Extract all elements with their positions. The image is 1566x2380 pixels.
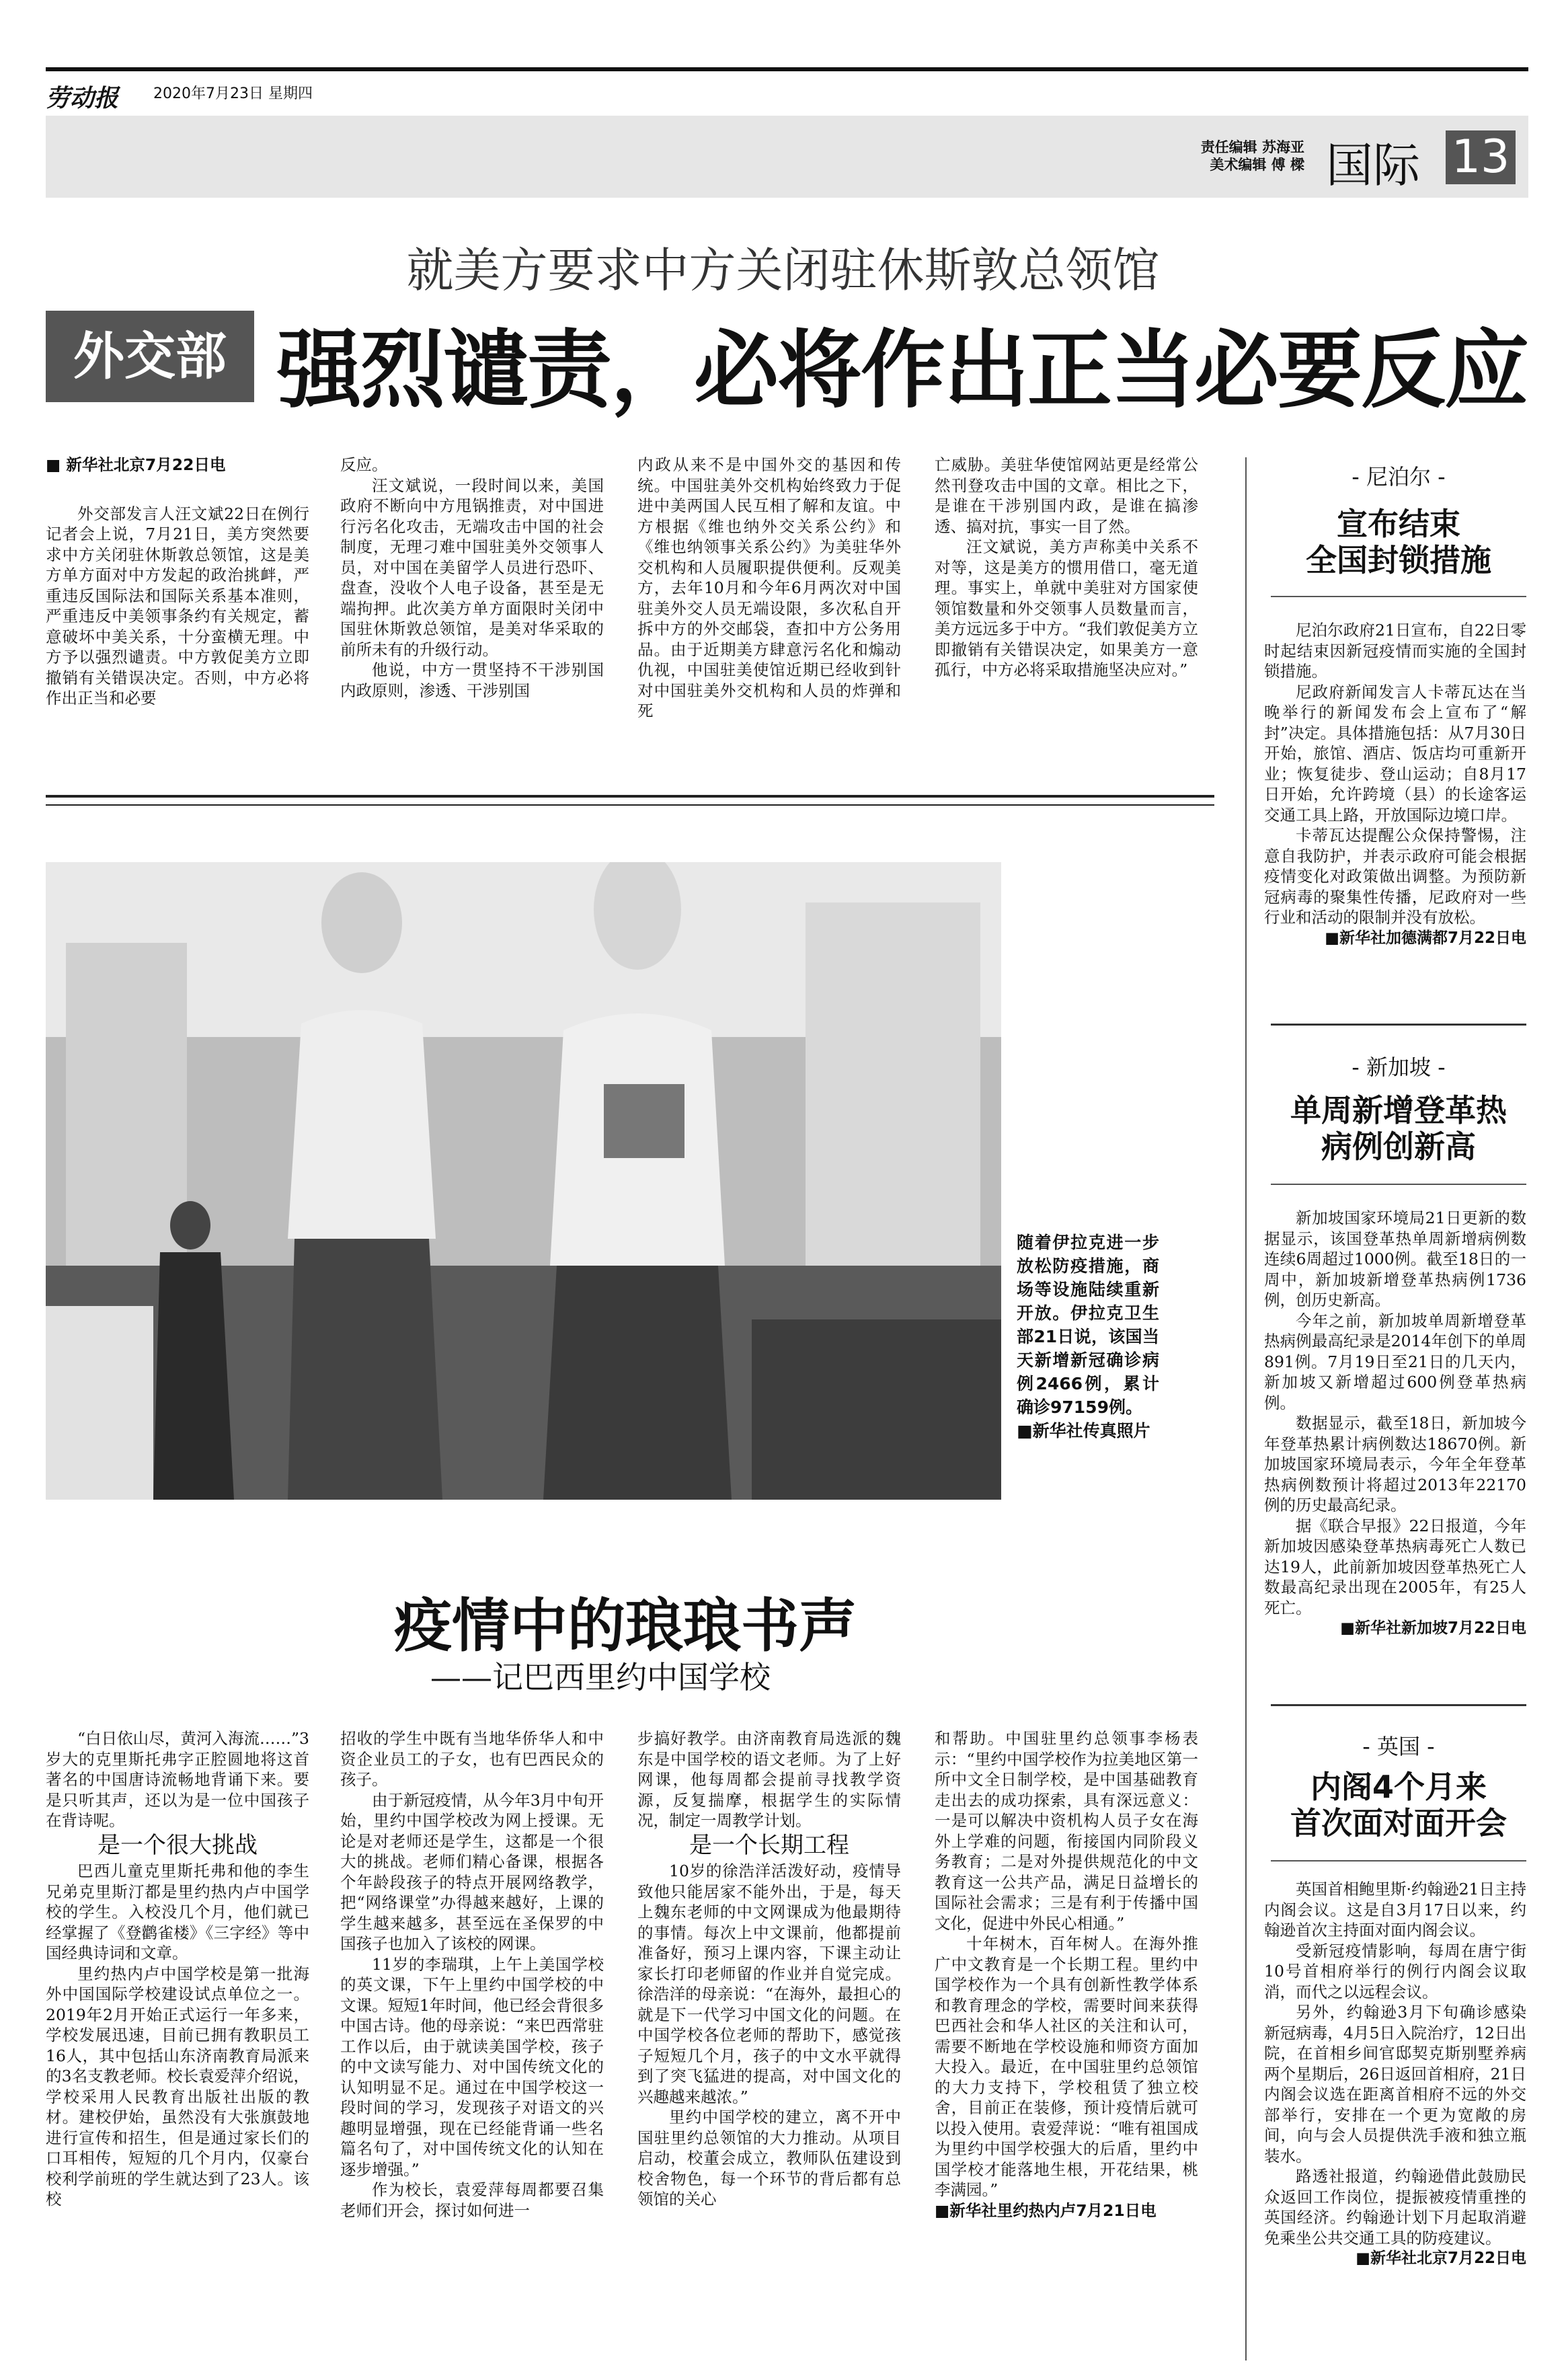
- lead-column-1: [46, 455, 309, 709]
- section-name: 国际: [1326, 138, 1420, 193]
- feature-signoff: ■新华社里约热内卢7月21日电: [935, 2200, 1157, 2220]
- paragraph: 他说，中方一贯坚持不干涉别国内政原则，渗透、干涉别国: [340, 660, 604, 700]
- feature-column-2: [340, 1728, 604, 2221]
- paragraph: 十年树木，百年树人。在海外推广中文教育是一个长期工程。里约中国学校作为一个具有创新性教学体系和教育理念的学校，需要时间来获得巴西社会和华人社区的关注和认可，需要不断地在学校设施和师资方面加大投入。最近，在中国驻里约总领馆的大力支持下，学校租赁了独立校舍，目前正在装修，预计疫情后就可以投入使用。袁爱萍说：“唯有祖国成为里约中国学校强大的后盾，里约中国学校才能落地生根，开花结果，桃李满园。”: [935, 1934, 1198, 2199]
- paragraph: 步搞好教学。由济南教育局选派的魏东是中国学校的语文老师。为了上好网课，他每周都会提前寻找教学资源，反复揣摩，根据学生的实际情况，制定一周教学计划。: [637, 1729, 901, 1830]
- dateline: ■新华社加德满都7月22日电: [1325, 929, 1526, 947]
- art-editor-line: 美术编辑 傅 樑: [1210, 157, 1304, 173]
- title-line: 单周新增登革热: [1290, 1092, 1507, 1128]
- divider: [1271, 1184, 1526, 1185]
- title-line: 病例创新高: [1321, 1128, 1476, 1165]
- sidebar-title-nepal: [1271, 506, 1526, 578]
- paragraph: 10岁的徐浩洋活泼好动，疫情导致他只能居家不能外出，于是，每天上魏东老师的中文网课成为他最期待的事情。每次上中文课前，他都提前准备好，预习上课内容，下课主动让家长打印老师留的作业并自觉完成。徐浩洋的母亲说：“在海外，最担心的就是下一代学习中国文化的问题。在中国学校各位老师的帮助下，感觉孩子短短几个月，孩子的中文水平就得到了突飞猛进的提高，对中国文化的兴趣越来越浓。”: [637, 1861, 901, 2106]
- paragraph: “白日依山尽，黄河入海流……”3岁大的克里斯托弗字正腔圆地将这首著名的中国唐诗流畅地背诵下来。要是只听其声，还以为是一位中国孩子在背诗呢。: [46, 1729, 309, 1830]
- paragraph: 数据显示，截至18日，新加坡今年登革热累计病例数达18670例。新加坡国家环境局表示，今年全年登革热病例数预计将超过2013年22170例的历史最高纪录。: [1264, 1414, 1526, 1514]
- paragraph: 另外，约翰逊3月下旬确诊感染新冠病毒，4月5日入院治疗，12日出院，在首相乡间官邸契克斯别墅养病两个星期后，26日返回首相府，21日内阁会议选在距离首相府不远的外交部举行，安排在一个更为宽敞的房间，向与会人员提供洗手液和独立瓶装水。: [1264, 2003, 1526, 2165]
- sidebar-tag-uk: - 英国 -: [1362, 1734, 1435, 1759]
- sidebar-title-singapore: [1271, 1092, 1526, 1165]
- sidebar-body-uk: [1264, 1879, 1526, 2269]
- top-rule: [46, 67, 1528, 71]
- lead-byline: ■ 新华社北京7月22日电: [46, 455, 226, 474]
- sidebar-title-uk: [1271, 1769, 1526, 1841]
- feature-subhead: 是一个很大挑战: [97, 1831, 258, 1859]
- feature-column-1: [46, 1728, 309, 2210]
- paragraph: 卡蒂瓦达提醒公众保持警惕，注意自我防护，并表示政府可能会根据疫情变化对政策做出调整。为预防新冠病毒的聚集性传播，尼政府对一些行业和活动的限制并没有放松。: [1264, 826, 1526, 927]
- paragraph: 尼政府新闻发言人卡蒂瓦达在当晚举行的新闻发布会上宣布了“解封”决定。具体措施包括：从7月30日开始，旅馆、酒店、饭店均可重新开业；恢复徒步、登山运动；自8月17日开始，允许跨境（县）的长途客运交通工具上路，开放国际边境口岸。: [1264, 682, 1526, 824]
- paragraph: 由于新冠疫情，从今年3月中旬开始，里约中国学校改为网上授课。无论是对老师还是学生，这都是一个很大的挑战。老师们精心备课，根据各个年龄段孩子的特点开展网络教学，把“网络课堂”办得越来越好，上课的学生越来越多，甚至远在圣保罗的中国孩子也加入了该校的网课。: [340, 1790, 604, 1953]
- lead-headline: 强烈谴责，必将作出正当必要反应: [277, 321, 1528, 420]
- caption-text: 随着伊拉克进一步放松防疫措施，商场等设施陆续重新开放。伊拉克卫生部21日说，该国当天新增新冠确诊病例2466例，累计确诊97159例。: [1017, 1233, 1159, 1417]
- lead-kicker: 就美方要求中方关闭驻休斯敦总领馆: [406, 243, 1160, 298]
- lead-column-3: [637, 455, 901, 722]
- paragraph: 新加坡国家环境局21日更新的数据显示，该国登革热单周新增病例数连续6周超过1000例。截至18日的一周中，新加坡新增登革热病例1736例，创历史新高。: [1264, 1208, 1526, 1309]
- feature-column-3: [637, 1728, 901, 2210]
- divider: [1271, 1860, 1526, 1861]
- editor-line: 责任编辑 苏海亚: [1200, 139, 1304, 155]
- sidebar-body-nepal: [1264, 620, 1526, 948]
- title-line: 首次面对面开会: [1290, 1805, 1507, 1841]
- editor-credits: [1170, 139, 1304, 174]
- lead-column-4: [935, 455, 1198, 681]
- paragraph: 汪文斌说，一段时间以来，美国政府不断向中方甩锅推责，对中国进行污名化攻击，无端攻击中国的社会制度，无理刁难中国驻美外交领事人员，对中国在美留学人员进行恐吓、盘查，没收个人电子设备，甚至是无端拘押。此次美方单方面限时关闭中国驻休斯敦总领馆，是美对华采取的前所未有的升级行动。: [340, 475, 604, 659]
- lead-column-2: [340, 455, 604, 701]
- paragraph: 汪文斌说，美方声称美中关系不对等，这是美方的惯用借口，毫无道理。事实上，单就中美驻对方国家使领馆数量和外交领事人员数量而言，美方远远多于中方。“我们敦促美方立即撤销有关错误决定，如果美方一意孤行，中方必将采取措施坚决应对。”: [935, 537, 1198, 679]
- sidebar-tag-singapore: - 新加坡 -: [1352, 1054, 1446, 1080]
- newspaper-logo: 劳动报: [46, 84, 119, 112]
- feature-subhead: 是一个长期工程: [689, 1831, 849, 1859]
- title-line: 内阁4个月来: [1310, 1769, 1487, 1805]
- paragraph: 今年之前，新加坡单周新增登革热病例最高纪录是2014年创下的单周891例。7月19日至21日的几天内，新加坡又新增超过600例登革热病例。: [1264, 1311, 1526, 1412]
- dateline: ■新华社新加坡7月22日电: [1340, 1619, 1526, 1637]
- paragraph: 巴西儿童克里斯托弗和他的李生兄弟克里斯汀都是里约热内卢中国学校的学生。入校没几个月，他们就已经掌握了《登鹳雀楼》《三字经》等中国经典诗词和文章。: [46, 1861, 309, 1962]
- paragraph: 英国首相鲍里斯·约翰逊21日主持内阁会议。这是自3月17日以来，约翰逊首次主持面对面内阁会议。: [1264, 1880, 1526, 1940]
- photo-caption: [1017, 1231, 1159, 1443]
- paragraph: 和帮助。中国驻里约总领事李杨表示：“里约中国学校作为拉美地区第一所中文全日制学校，是中国基础教育走出去的成功探索，具有深远意义：一是可以解决中资机构人员子女在海外上学难的问题，衔接国内同阶段义务教育；二是对外提供规范化的中文教育这一公共产品，满足日益增长的国际社会需求；三是有利于传播中国文化，促进中外民心相通。”: [935, 1729, 1198, 1933]
- feature-title: 疫情中的琅琅书声: [394, 1592, 857, 1660]
- paragraph: 作为校长，袁爱萍每周都要召集老师们开会，探讨如何进一: [340, 2180, 604, 2220]
- header-band: [46, 116, 1528, 198]
- divider: [1271, 596, 1526, 597]
- photo-credit: ■新华社传真照片: [1017, 1421, 1150, 1441]
- mall-mannequin-photo: [46, 862, 1001, 1500]
- paragraph: 招收的学生中既有当地华侨华人和中资企业员工的子女，也有巴西民众的孩子。: [340, 1729, 604, 1789]
- feature-column-4: [935, 1728, 1198, 2221]
- paragraph: 里约中国学校的建立，离不开中国驻里约总领馆的大力推动。从项目启动，校董会成立，教师队伍建设到校舍物色，每一个环节的背后都有总领馆的关心: [637, 2108, 901, 2209]
- paragraph: 路透社报道，约翰逊借此鼓励民众返回工作岗位，提振被疫情重挫的英国经济。约翰逊计划下月起取消避免乘坐公共交通工具的防疫建议。: [1264, 2167, 1526, 2248]
- paragraph: 据《联合早报》22日报道，今年新加坡因感染登革热病毒死亡人数已达19人，此前新加坡因登革热死亡人数最高纪录出现在2005年，有25人死亡。: [1264, 1516, 1526, 1617]
- sidebar-body-singapore: [1264, 1208, 1526, 1639]
- paragraph: 尼泊尔政府21日宣布，自22日零时起结束因新冠疫情而实施的全国封锁措施。: [1264, 621, 1526, 681]
- sidebar-divider: [1245, 457, 1247, 2360]
- divider: [1271, 1704, 1526, 1706]
- paragraph: 受新冠疫情影响，每周在唐宁街10号首相府举行的例行内阁会议取消，而代之以远程会议。: [1264, 1941, 1526, 2001]
- paragraph: 亡威胁。美驻华使馆网站更是经常公然刊登攻击中国的文章。相比之下，是谁在干涉别国内政，是谁在搞渗透、搞对抗，事实一目了然。: [935, 455, 1198, 536]
- paragraph: 外交部发言人汪文斌22日在例行记者会上说，7月21日，美方突然要求中方关闭驻休斯敦总领馆，这是美方单方面对中方发起的政治挑衅，严重违反国际法和国际关系基本准则，严重违反中美领事条约有关规定，蓄意破坏中美关系，十分蛮横无理。中方予以强烈谴责。中方敦促美方立即撤销有关错误决定。否则，中方必将作出正当和必要: [46, 504, 309, 707]
- paragraph: 里约热内卢中国学校是第一批海外中国国际学校建设试点单位之一。2019年2月开始正式运行一年多来，学校发展迅速，目前已拥有教职员工16人，其中包括山东济南教育局派来的3名支教老师。校长袁爱萍介绍说，学校采用人民教育出版社出版的教材。建校伊始，虽然没有大张旗鼓地进行宣传和招生，但是通过家长们的口耳相传，短短的几个月内，仅豪台校利学前班的学生就达到了23人。该校: [46, 1964, 309, 2209]
- section-divider: [46, 795, 1214, 806]
- news-photo: [46, 862, 1001, 1500]
- title-line: 宣布结束: [1337, 506, 1460, 542]
- paragraph: 内政从来不是中国外交的基因和传统。中国驻美外交机构始终致力于促进中美两国人民互相了解和友谊。中方根据《维也纳外交关系公约》和《维也纳领事关系公约》为美驻华外交机构和人员履职提供便利。反观美方，去年10月和今年6月两次对中国驻美外交人员无端设限，多次私自开拆中方的外交邮袋，查扣中方公务用品。由于近期美方肆意污名化和煽动仇视，中国驻美使馆近期已经收到针对中国驻美外交机构和人员的炸弹和死: [637, 455, 901, 720]
- paragraph: 反应。: [340, 455, 388, 474]
- paragraph: 11岁的李瑞琪，上午上美国学校的英文课，下午上里约中国学校的中文课。短短1年时间，他已经会背很多中国古诗。他的母亲说：“来巴西常驻工作以后，由于就读美国学校，孩子的中文读写能力、对中国传统文化的认知明显不足。通过在中国学校这一段时间的学习，发现孩子对语文的兴趣明显增强，现在已经能背诵一些名篇名句了，对中国传统文化的认知在逐步增强。”: [340, 1954, 604, 2179]
- title-line: 全国封锁措施: [1306, 542, 1491, 578]
- divider: [1271, 1024, 1526, 1026]
- dateline: ■新华社北京7月22日电: [1356, 2250, 1526, 2267]
- feature-subtitle: ——记巴西里约中国学校: [430, 1659, 771, 1695]
- issue-date: 2020年7月23日 星期四: [153, 85, 313, 102]
- sidebar-tag-nepal: - 尼泊尔 -: [1352, 464, 1446, 490]
- lead-tag: 外交部: [46, 311, 254, 402]
- page-number: 13: [1446, 130, 1516, 184]
